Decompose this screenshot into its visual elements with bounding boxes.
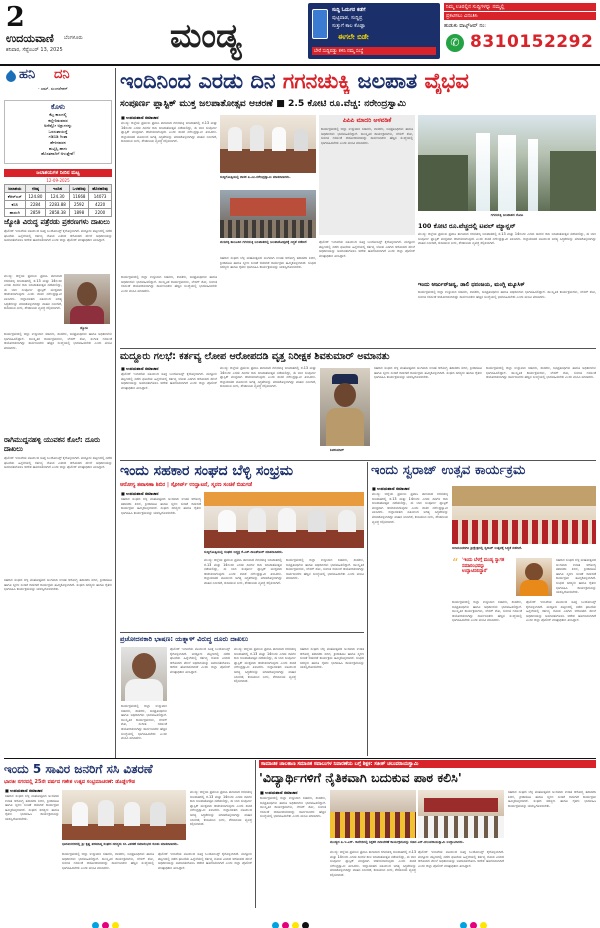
story-jyothi-body3: ಕಾರ್ಯಕ್ರಮದಲ್ಲಿ ಜಿಲ್ಲಾ ಉಸ್ತುವಾರಿ ಸಚಿವರು, ಶಾಸಕರು, ಜನಪ್ರತಿನಿಧಿಗಳು ಹಾಗೂ ಅಧಿಕಾರಿಗಳು ಭಾಗವಹಿಸಲಿದ್ದಾರೆ. ಸಾಂಸ್ಕೃತಿಕ ಕಾರ್ಯಕ್ರಮಗಳು, ಲೇಸರ್ ಶೋ, ಸಂಗೀತ ರಸಸಂಜೆ ಆಯೋಜಿಸಲಾಗಿದ್ದು ಸಾರ್ವಜನಿಕರು ಹೆಚ್ಚಿನ ಸಂಖ್ಯೆಯಲ್ಲಿ ಭಾಗವಹಿಸಬೇಕು ಎಂದು ಮನವಿ ಮಾಡಿದರು.	[4, 332, 112, 350]
students-headline: 'ವಿದ್ಯಾರ್ಥಿಗಳಿಗೆ ನೈತಿಕವಾಗಿ ಬದುಕುವ ಪಾಠ ಕಲಿಸಿ'	[259, 770, 462, 785]
reservoir-data-table	[4, 184, 112, 217]
reg-dot-cyan	[272, 922, 279, 928]
falls-rock-left	[418, 155, 468, 211]
crowd-photo-stage	[230, 198, 306, 216]
press-photo-person1	[228, 127, 242, 151]
pheno-photo	[121, 647, 167, 701]
kolu-line: ಹೊಸತನಾದಿಗೆ ಅಳುತ್ತೇವೆ!	[41, 151, 75, 157]
falls-rock-right	[550, 151, 596, 211]
coop-body-col3: ಕಾರ್ಯಕ್ರಮದಲ್ಲಿ ಜಿಲ್ಲಾ ಉಸ್ತುವಾರಿ ಸಚಿವರು, ಶಾಸಕರು, ಜನಪ್ರತಿನಿಧಿಗಳು ಹಾಗೂ ಅಧಿಕಾರಿಗಳು ಭಾಗವಹಿಸಲಿದ್ದಾರೆ. ಸಾಂಸ್ಕೃತಿಕ ಕಾರ್ಯಕ್ರಮಗಳು, ಲೇಸರ್ ಶೋ, ಸಂಗೀತ ರಸಸಂಜೆ ಆಯೋಜಿಸಲಾಗಿದ್ದು ಸಾರ್ವಜನಿಕರು ಹೆಚ್ಚಿನ ಸಂಖ್ಯೆಯಲ್ಲಿ ಭಾಗವಹಿಸಬೇಕು ಎಂದು ಮನವಿ ಮಾಡಿದರು.	[286, 558, 364, 581]
reg-dot-magenta	[282, 922, 289, 928]
officer-uniform	[326, 408, 364, 446]
ad-wa-line3: ಹುಡುಕು ವಾಟ್ಸ್‌ಆಪ್ ನಂ:	[444, 23, 486, 29]
students-photo1-crowd	[330, 812, 416, 838]
saplings-photo-person4	[150, 802, 166, 826]
ad-news-line5: ಬೇರೆ ಸುದ್ದಿಪಡ್ಡು ಕಳಿಸಿ ನಮ್ಮ ಸಂಸ್ಥೆ	[312, 47, 436, 55]
kolu-line: ಹೇಳಿದವರನ	[50, 139, 66, 145]
reservoir-cell: ಹಾರಂಗಿ	[5, 209, 26, 217]
swaraj-photo-chairs	[452, 520, 596, 544]
reservoir-cell: ಕಬಿನಿ	[5, 201, 26, 209]
reg-dot-yellow-left	[112, 922, 119, 928]
drop-icon	[4, 70, 18, 84]
reservoir-row	[5, 209, 112, 217]
masthead-ad-news	[308, 3, 440, 59]
registration-marks-left	[92, 914, 140, 922]
hani-label: ಹನಿ	[19, 67, 36, 82]
students-photo-1	[330, 790, 416, 838]
ad-wa-line2: ಪ್ರಕಟಿಸಲು ವಿನಂತಿಸಿ	[444, 12, 596, 20]
reg-dot-black	[302, 922, 309, 928]
lead-headline	[120, 68, 596, 94]
reg-dot-cyan-left	[92, 922, 99, 928]
coop-photo-person5	[338, 510, 356, 532]
kolu-line: ಹುಟ್ಟಿಸ್ಸಿ ಹಾಗು	[48, 145, 68, 151]
kolu-poem	[7, 112, 109, 157]
coop-photo-person4	[308, 510, 326, 532]
artists-box-body: ಕಾರ್ಯಕ್ರಮದಲ್ಲಿ ಜಿಲ್ಲಾ ಉಸ್ತುವಾರಿ ಸಚಿವರು, ಶಾಸಕರು, ಜನಪ್ರತಿನಿಧಿಗಳು ಹಾಗೂ ಅಧಿಕಾರಿಗಳು ಭಾಗವಹಿಸಲಿದ್ದಾರೆ. ಸಾಂಸ್ಕೃತಿಕ ಕಾರ್ಯಕ್ರಮಗಳು, ಲೇಸರ್ ಶೋ, ಸಂಗೀತ ರಸಸಂಜೆ ಆಯೋಜಿಸಲಾಗಿದ್ದು ಸಾರ್ವಜನಿಕರು ಹೆಚ್ಚಿನ ಸಂಖ್ಯೆಯಲ್ಲಿ ಭಾಗವಹಿಸಬೇಕು ಎಂದು ಮನವಿ ಮಾಡಿದರು.	[418, 290, 596, 299]
ticket-box-title: 100 ಕೋಟಿ ರೂ.ವೆಚ್ಚದಲ್ಲಿ ಟವಲ್ ಮ್ಯಾನ್ಷನ್	[418, 222, 516, 230]
lead-photo-falls-caption: ಗಗನಚುಕ್ಕಿ ಜಲಪಾತದ ನೋಟ	[490, 213, 524, 217]
sidebar-story-murder	[4, 436, 112, 676]
lead-body-col1b: ಕಾರ್ಯಕ್ರಮದಲ್ಲಿ ಜಿಲ್ಲಾ ಉಸ್ತುವಾರಿ ಸಚಿವರು, ಶಾಸಕರು, ಜನಪ್ರತಿನಿಧಿಗಳು ಹಾಗೂ ಅಧಿಕಾರಿಗಳು ಭಾಗವಹಿಸಲಿದ್ದಾರೆ. ಸಾಂಸ್ಕೃತಿಕ ಕಾರ್ಯಕ್ರಮಗಳು, ಲೇಸರ್ ಶೋ, ಸಂಗೀತ ರಸಸಂಜೆ ಆಯೋಜಿಸಲಾಗಿದ್ದು ಸಾರ್ವಜನಿಕರು ಹೆಚ್ಚಿನ ಸಂಖ್ಯೆಯಲ್ಲಿ ಭಾಗವಹಿಸಬೇಕು ಎಂದು ಮನವಿ ಮಾಡಿದರು.	[121, 275, 217, 293]
column-author: - ಎಮ್. ಸುಂದರೇಶನ್	[38, 86, 68, 91]
jyothi-photo-face	[77, 282, 97, 306]
coop-photo-caption: ಸುದ್ದಿಗೋಷ್ಠಿಯಲ್ಲಿ ಸಂಘದ ಅಧ್ಯಕ್ಷ ಕೆ.ಎಸ್.ರಾಜಶೇಖರ್ ಮಾತನಾಡಿದರು.	[204, 550, 284, 554]
lead-body-col3: ಪೊಲೀಸ್ ಇಲಾಖೆಯ ವತಿಯಿಂದ ಸೂಕ್ತ ಬಂದೋಬಸ್ತ್ ಕೈಗೊಳ್ಳಲಾಗಿದೆ. ಮದ್ದೂರು ಪಟ್ಟಣದಲ್ಲಿ ನಡೆದ ಘಟನೆಯ ಹಿನ್ನೆಲೆಯಲ್ಲಿ ಕರ್ತವ್ಯ ಲೋಪ ಎಸಗಿದ ಆರೋಪದ ಮೇಲೆ ಅಧಿಕಾರಿಯನ್ನು ಅಮಾನತುಗೊಳಿಸಿ ಆದೇಶ ಹೊರಡಿಸಲಾಗಿದೆ ಎಂದು ಜಿಲ್ಲಾ ಪೊಲೀಸ್ ವರಿಷ್ಠಾಧಿಕಾರಿ ತಿಳಿಸಿದ್ದಾರೆ.	[319, 240, 415, 258]
jyothi-photo	[64, 274, 110, 324]
lead-body-col2: ಸಹಕಾರ ಸಂಘದ ಬೆಳ್ಳಿ ಮಹೋತ್ಸವದ ಅಂಗವಾಗಿ ಉಚಿತ ಆರೋಗ್ಯ ತಪಾಸಣಾ ಶಿಬಿರ, ಕ್ರೀಡಾಕೂಟ ಹಾಗೂ ಸ್ಮರಣ ಸಂಚಿಕೆ ಬಿಡುಗಡೆ ಕಾರ್ಯಕ್ರಮ ಹಮ್ಮಿಕೊಳ್ಳಲಾಗಿದೆ. ಸಂಘದ ಸದಸ್ಯರು ಹಾಗೂ ರೈತರು ಭಾಗವಹಿಸಿ ಕಾರ್ಯಕ್ರಮವನ್ನು ಯಶಸ್ವಿಗೊಳಿಸಬೇಕು.	[220, 256, 316, 270]
pheno-body-col2: ಮಂಡ್ಯ: ಜಿಲ್ಲೆಯ ಪ್ರಮುಖ ಪ್ರವಾಸಿ ತಾಣವಾದ ಗಗನಚುಕ್ಕಿ ಜಲಪಾತದಲ್ಲಿ ಸೆ.13 ಮತ್ತು 14ರಂದು ಎರಡು ದಿನಗಳ ಕಾಲ ಜಲಪಾತೋತ್ಸವ ನಡೆಯಲಿದ್ದು, ಈ ಬಾರಿ ಸಂಪೂರ್ಣ ಪ್ಲಾಸ್ಟಿಕ್ ಮುಕ್ತವಾಗಿ ಆಚರಿಸಲಾಗುವುದು ಎಂದು ಶಾಸಕ ನರೇಂದ್ರಸ್ವಾಮಿ ತಿಳಿಸಿದರು. ಜಿಲ್ಲಾಡಳಿತದ ವತಿಯಿಂದ ಅಗತ್ಯ ಸಿದ್ಧತೆಗಳನ್ನು ಮಾಡಿಕೊಳ್ಳಲಾಗಿದ್ದು ವಾಹನ ನಿಲುಗಡೆ, ಕುಡಿಯುವ ನೀರು, ಶೌಚಾಲಯ ವ್ಯವಸ್ಥೆ ಕಲ್ಪಿಸಲಾಗಿದೆ.	[234, 647, 296, 684]
story-murder-body2: ಸಹಕಾರ ಸಂಘದ ಬೆಳ್ಳಿ ಮಹೋತ್ಸವದ ಅಂಗವಾಗಿ ಉಚಿತ ಆರೋಗ್ಯ ತಪಾಸಣಾ ಶಿಬಿರ, ಕ್ರೀಡಾಕೂಟ ಹಾಗೂ ಸ್ಮರಣ ಸಂಚಿಕೆ ಬಿಡುಗಡೆ ಕಾರ್ಯಕ್ರಮ ಹಮ್ಮಿಕೊಳ್ಳಲಾಗಿದೆ. ಸಂಘದ ಸದಸ್ಯರು ಹಾಗೂ ರೈತರು ಭಾಗವಹಿಸಿ ಕಾರ್ಯಕ್ರಮವನ್ನು ಯಶಸ್ವಿಗೊಳಿಸಬೇಕು.	[4, 578, 112, 592]
ad-news-line3: ಸುತ್ತುಗೆ ಕಾಲ ಕೊಡ್ಲಾ	[332, 23, 366, 29]
kolu-line: ಅದೆಷ್ಟೋ ಅಶ್ರುಗಳನ್ನು	[43, 123, 73, 129]
maddur-byline: ■ ಉದಯವಾಣಿ ಸಮಾಚಾರ	[121, 366, 159, 371]
saplings-headline: ಇಂದು 5 ಸಾವಿರ ಜನರಿಗೆ ಸಸಿ ವಿತರಣೆ	[4, 762, 153, 776]
maddur-photo	[320, 368, 370, 446]
coop-headline: ಇಂದು ಸಹಕಾರ ಸಂಘದ ಬೆಳ್ಳಿ ಸಂಭ್ರಮ	[120, 463, 294, 479]
phone-graphic	[312, 9, 328, 39]
artists-box-title: ಇಂದು ಅರ್ಜುನ್‌ಜನ್ಯ, ಡಾಲಿ ಧನಂಜಯ, ಮಂಗ್ಲಿ ಮ್ಯೂಸಿಕ್	[418, 282, 525, 288]
saplings-photo-table	[62, 824, 186, 840]
saplings-body-col4: ಪೊಲೀಸ್ ಇಲಾಖೆಯ ವತಿಯಿಂದ ಸೂಕ್ತ ಬಂದೋಬಸ್ತ್ ಕೈಗೊಳ್ಳಲಾಗಿದೆ. ಮದ್ದೂರು ಪಟ್ಟಣದಲ್ಲಿ ನಡೆದ ಘಟನೆಯ ಹಿನ್ನೆಲೆಯಲ್ಲಿ ಕರ್ತವ್ಯ ಲೋಪ ಎಸಗಿದ ಆರೋಪದ ಮೇಲೆ ಅಧಿಕಾರಿಯನ್ನು ಅಮಾನತುಗೊಳಿಸಿ ಆದೇಶ ಹೊರಡಿಸಲಾಗಿದೆ ಎಂದು ಜಿಲ್ಲಾ ಪೊಲೀಸ್ ವರಿಷ್ಠಾಧಿಕಾರಿ ತಿಳಿಸಿದ್ದಾರೆ.	[158, 852, 252, 870]
coop-body-col2: ಮಂಡ್ಯ: ಜಿಲ್ಲೆಯ ಪ್ರಮುಖ ಪ್ರವಾಸಿ ತಾಣವಾದ ಗಗನಚುಕ್ಕಿ ಜಲಪಾತದಲ್ಲಿ ಸೆ.13 ಮತ್ತು 14ರಂದು ಎರಡು ದಿನಗಳ ಕಾಲ ಜಲಪಾತೋತ್ಸವ ನಡೆಯಲಿದ್ದು, ಈ ಬಾರಿ ಸಂಪೂರ್ಣ ಪ್ಲಾಸ್ಟಿಕ್ ಮುಕ್ತವಾಗಿ ಆಚರಿಸಲಾಗುವುದು ಎಂದು ಶಾಸಕ ನರೇಂದ್ರಸ್ವಾಮಿ ತಿಳಿಸಿದರು. ಜಿಲ್ಲಾಡಳಿತದ ವತಿಯಿಂದ ಅಗತ್ಯ ಸಿದ್ಧತೆಗಳನ್ನು ಮಾಡಿಕೊಳ್ಳಲಾಗಿದ್ದು ವಾಹನ ನಿಲುಗಡೆ, ಕುಡಿಯುವ ನೀರು, ಶೌಚಾಲಯ ವ್ಯವಸ್ಥೆ ಕಲ್ಪಿಸಲಾಗಿದೆ.	[204, 558, 282, 585]
reg-dot-magenta-right	[470, 922, 477, 928]
swaraj-photo-hall	[452, 486, 596, 506]
reservoir-header-cell: ಜಲಾಶಯ	[5, 185, 26, 193]
students-body-col4: ಸಹಕಾರ ಸಂಘದ ಬೆಳ್ಳಿ ಮಹೋತ್ಸವದ ಅಂಗವಾಗಿ ಉಚಿತ ಆರೋಗ್ಯ ತಪಾಸಣಾ ಶಿಬಿರ, ಕ್ರೀಡಾಕೂಟ ಹಾಗೂ ಸ್ಮರಣ ಸಂಚಿಕೆ ಬಿಡುಗಡೆ ಕಾರ್ಯಕ್ರಮ ಹಮ್ಮಿಕೊಳ್ಳಲಾಗಿದೆ. ಸಂಘದ ಸದಸ್ಯರು ಹಾಗೂ ರೈತರು ಭಾಗವಹಿಸಿ ಕಾರ್ಯಕ್ರಮವನ್ನು ಯಶಸ್ವಿಗೊಳಿಸಬೇಕು.	[508, 790, 596, 808]
masthead-ad-whatsapp	[444, 3, 596, 61]
reservoir-header-cell: ಹೊರಹರಿವು	[89, 185, 112, 193]
ad-news-line1: ಸುದ್ದಿ ಓದುಗರ ಕಡೆಗೆ	[332, 7, 366, 13]
reservoir-row	[5, 193, 112, 201]
coop-photo	[204, 492, 364, 548]
lead-photo-press-caption: ಸುದ್ದಿಗೋಷ್ಠಿಯಲ್ಲಿ ಶಾಸಕ ಪಿ.ಎಂ.ನರೇಂದ್ರಸ್ವಾಮಿ ಮಾತನಾಡಿದರು.	[220, 175, 291, 179]
maddur-body-col1: ಪೊಲೀಸ್ ಇಲಾಖೆಯ ವತಿಯಿಂದ ಸೂಕ್ತ ಬಂದೋಬಸ್ತ್ ಕೈಗೊಳ್ಳಲಾಗಿದೆ. ಮದ್ದೂರು ಪಟ್ಟಣದಲ್ಲಿ ನಡೆದ ಘಟನೆಯ ಹಿನ್ನೆಲೆಯಲ್ಲಿ ಕರ್ತವ್ಯ ಲೋಪ ಎಸಗಿದ ಆರೋಪದ ಮೇಲೆ ಅಧಿಕಾರಿಯನ್ನು ಅಮಾನತುಗೊಳಿಸಿ ಆದೇಶ ಹೊರಡಿಸಲಾಗಿದೆ ಎಂದು ಜಿಲ್ಲಾ ಪೊಲೀಸ್ ವರಿಷ್ಠಾಧಿಕಾರಿ ತಿಳಿಸಿದ್ದಾರೆ.	[121, 372, 217, 390]
jyothi-caption: ಜ್ಯೋತಿ	[80, 326, 88, 330]
lead-body-col1: ಮಂಡ್ಯ: ಜಿಲ್ಲೆಯ ಪ್ರಮುಖ ಪ್ರವಾಸಿ ತಾಣವಾದ ಗಗನಚುಕ್ಕಿ ಜಲಪಾತದಲ್ಲಿ ಸೆ.13 ಮತ್ತು 14ರಂದು ಎರಡು ದಿನಗಳ ಕಾಲ ಜಲಪಾತೋತ್ಸವ ನಡೆಯಲಿದ್ದು, ಈ ಬಾರಿ ಸಂಪೂರ್ಣ ಪ್ಲಾಸ್ಟಿಕ್ ಮುಕ್ತವಾಗಿ ಆಚರಿಸಲಾಗುವುದು ಎಂದು ಶಾಸಕ ನರೇಂದ್ರಸ್ವಾಮಿ ತಿಳಿಸಿದರು. ಜಿಲ್ಲಾಡಳಿತದ ವತಿಯಿಂದ ಅಗತ್ಯ ಸಿದ್ಧತೆಗಳನ್ನು ಮಾಡಿಕೊಳ್ಳಲಾಗಿದ್ದು ವಾಹನ ನಿಲುಗಡೆ, ಕುಡಿಯುವ ನೀರು, ಶೌಚಾಲಯ ವ್ಯವಸ್ಥೆ ಕಲ್ಪಿಸಲಾಗಿದೆ.	[121, 121, 217, 144]
maddur-photo-caption: ಶಿವಕುಮಾರ್	[330, 448, 344, 452]
students-photo2-stage	[424, 798, 498, 812]
pheno-photo-face	[132, 653, 156, 679]
students-body-col1: ಕಾರ್ಯಕ್ರಮದಲ್ಲಿ ಜಿಲ್ಲಾ ಉಸ್ತುವಾರಿ ಸಚಿವರು, ಶಾಸಕರು, ಜನಪ್ರತಿನಿಧಿಗಳು ಹಾಗೂ ಅಧಿಕಾರಿಗಳು ಭಾಗವಹಿಸಲಿದ್ದಾರೆ. ಸಾಂಸ್ಕೃತಿಕ ಕಾರ್ಯಕ್ರಮಗಳು, ಲೇಸರ್ ಶೋ, ಸಂಗೀತ ರಸಸಂಜೆ ಆಯೋಜಿಸಲಾಗಿದ್ದು ಸಾರ್ವಜನಿಕರು ಹೆಚ್ಚಿನ ಸಂಖ್ಯೆಯಲ್ಲಿ ಭಾಗವಹಿಸಬೇಕು ಎಂದು ಮನವಿ ಮಾಡಿದರು.	[260, 796, 326, 819]
swaraj-headline: ಇಂದು ಸ್ವರಾಜ್ ಉತ್ಸವ ಕಾರ್ಯಕ್ರಮ	[371, 463, 526, 478]
reservoir-cell: 124.30	[46, 193, 70, 201]
reservoir-cell: 14073	[89, 193, 112, 201]
press-photo-table	[220, 149, 316, 173]
students-photo-2	[418, 790, 504, 838]
falls-water-3	[528, 139, 538, 211]
students-photo2-people	[418, 816, 504, 838]
press-photo-person4	[294, 129, 308, 151]
story-jyothi-body: ಪೊಲೀಸ್ ಇಲಾಖೆಯ ವತಿಯಿಂದ ಸೂಕ್ತ ಬಂದೋಬಸ್ತ್ ಕೈಗೊಳ್ಳಲಾಗಿದೆ. ಮದ್ದೂರು ಪಟ್ಟಣದಲ್ಲಿ ನಡೆದ ಘಟನೆಯ ಹಿನ್ನೆಲೆಯಲ್ಲಿ ಕರ್ತವ್ಯ ಲೋಪ ಎಸಗಿದ ಆರೋಪದ ಮೇಲೆ ಅಧಿಕಾರಿಯನ್ನು ಅಮಾನತುಗೊಳಿಸಿ ಆದೇಶ ಹೊರಡಿಸಲಾಗಿದೆ ಎಂದು ಜಿಲ್ಲಾ ಪೊಲೀಸ್ ವರಿಷ್ಠಾಧಿಕಾರಿ ತಿಳಿಸಿದ್ದಾರೆ.	[4, 229, 112, 243]
press-photo-person3	[272, 127, 286, 151]
lead-headline-part1: ಇಂದಿನಿಂದ ಎರಡು ದಿನ	[120, 69, 283, 93]
lead-photo-press	[220, 115, 316, 173]
coop-photo-person3	[278, 508, 296, 532]
kolu-line: ಕೆಟ್ಟ ಕಾಲದಲ್ಲಿ	[49, 112, 67, 117]
saplings-byline: ■ ಉದಯವಾಣಿ ಸಮಾಚಾರ	[5, 788, 43, 793]
registration-marks	[272, 914, 352, 922]
kolu-line: ಒರಸುತಾಯದ್ದೆ	[48, 128, 68, 134]
reg-dot-cyan-right	[460, 922, 467, 928]
pheno-top-rule	[120, 632, 364, 633]
reservoir-cell: 2859	[25, 209, 46, 217]
students-kicker: ಸಾಮಾಜಿಕ ಜಾಲತಾಣ ಸಮಾಜಿಕ ಸವಾಲುಗಳ ನಿವಾರಣೆಯ ಬಗ್ಗೆ ಶಿಕ್ಷಕ: ಸತೀಶ್ ಚಲುವರಾಯಸ್ವಾಮಿ	[259, 760, 596, 768]
maddur-body-col2: ಮಂಡ್ಯ: ಜಿಲ್ಲೆಯ ಪ್ರಮುಖ ಪ್ರವಾಸಿ ತಾಣವಾದ ಗಗನಚುಕ್ಕಿ ಜಲಪಾತದಲ್ಲಿ ಸೆ.13 ಮತ್ತು 14ರಂದು ಎರಡು ದಿನಗಳ ಕಾಲ ಜಲಪಾತೋತ್ಸವ ನಡೆಯಲಿದ್ದು, ಈ ಬಾರಿ ಸಂಪೂರ್ಣ ಪ್ಲಾಸ್ಟಿಕ್ ಮುಕ್ತವಾಗಿ ಆಚರಿಸಲಾಗುವುದು ಎಂದು ಶಾಸಕ ನರೇಂದ್ರಸ್ವಾಮಿ ತಿಳಿಸಿದರು. ಜಿಲ್ಲಾಡಳಿತದ ವತಿಯಿಂದ ಅಗತ್ಯ ಸಿದ್ಧತೆಗಳನ್ನು ಮಾಡಿಕೊಳ್ಳಲಾಗಿದ್ದು ವಾಹನ ನಿಲುಗಡೆ, ಕುಡಿಯುವ ನೀರು, ಶೌಚಾಲಯ ವ್ಯವಸ್ಥೆ ಕಲ್ಪಿಸಲಾಗಿದೆ.	[220, 366, 316, 389]
reservoir-cell: 2284	[25, 201, 46, 209]
masthead	[0, 0, 600, 64]
pheno-photo-shirt	[125, 679, 163, 701]
reservoir-title: ಜಲಾಶಯಗಳ ನೀರಿನ ಮಟ್ಟ	[4, 169, 112, 177]
story-jyothi-headline: ಜ್ಯೋತಿ ವಿರುದ್ಧ ಪತ್ರೆರಡು ಪ್ರಕರಣಗಳು ದಾಖಲು	[4, 218, 110, 226]
saplings-body-col1: ಸಹಕಾರ ಸಂಘದ ಬೆಳ್ಳಿ ಮಹೋತ್ಸವದ ಅಂಗವಾಗಿ ಉಚಿತ ಆರೋಗ್ಯ ತಪಾಸಣಾ ಶಿಬಿರ, ಕ್ರೀಡಾಕೂಟ ಹಾಗೂ ಸ್ಮರಣ ಸಂಚಿಕೆ ಬಿಡುಗಡೆ ಕಾರ್ಯಕ್ರಮ ಹಮ್ಮಿಕೊಳ್ಳಲಾಗಿದೆ. ಸಂಘದ ಸದಸ್ಯರು ಹಾಗೂ ರೈತರು ಭಾಗವಹಿಸಿ ಕಾರ್ಯಕ್ರಮವನ್ನು ಯಶಸ್ವಿಗೊಳಿಸಬೇಕು.	[5, 794, 59, 821]
coop-photo-table	[204, 530, 364, 548]
reservoir-header-cell: ಗರಿಷ್ಠ	[25, 185, 46, 193]
lead-headline-part2: ಗಗನಚುಕ್ಕಿ	[282, 69, 351, 93]
issue-date: ಶನಿವಾರ, ಸೆಪ್ಟೆಂಬರ್ 13, 2025	[6, 47, 63, 53]
maddur-body-col3: ಸಹಕಾರ ಸಂಘದ ಬೆಳ್ಳಿ ಮಹೋತ್ಸವದ ಅಂಗವಾಗಿ ಉಚಿತ ಆರೋಗ್ಯ ತಪಾಸಣಾ ಶಿಬಿರ, ಕ್ರೀಡಾಕೂಟ ಹಾಗೂ ಸ್ಮರಣ ಸಂಚಿಕೆ ಬಿಡುಗಡೆ ಕಾರ್ಯಕ್ರಮ ಹಮ್ಮಿಕೊಳ್ಳಲಾಗಿದೆ. ಸಂಘದ ಸದಸ್ಯರು ಹಾಗೂ ರೈತರು ಭಾಗವಹಿಸಿ ಕಾರ್ಯಕ್ರಮವನ್ನು ಯಶಸ್ವಿಗೊಳಿಸಬೇಕು.	[374, 366, 482, 380]
swaraj-inset-robe	[520, 580, 548, 596]
reservoir-cell: 2592	[69, 201, 88, 209]
reservoir-row	[5, 201, 112, 209]
brand-name: ಉದಯವಾಣಿ	[6, 32, 54, 45]
saplings-photo-person1	[72, 802, 88, 826]
ad-phone-number: 8310152292	[470, 32, 594, 52]
maddur-headline: ಮದ್ದೂರು ಗಲಭೆ: ಕರ್ತವ್ಯ ಲೋಪ ಆರೋಪದಡಿ ವೃತ್ತ ನಿರೀಕ್ಷಕ ಶಿವಕುಮಾರ್ ಅಮಾನತು	[120, 351, 390, 362]
coop-photo-person2	[248, 508, 266, 532]
lead-box-ppp	[319, 115, 415, 235]
ppp-box-body: ಕಾರ್ಯಕ್ರಮದಲ್ಲಿ ಜಿಲ್ಲಾ ಉಸ್ತುವಾರಿ ಸಚಿವರು, ಶಾಸಕರು, ಜನಪ್ರತಿನಿಧಿಗಳು ಹಾಗೂ ಅಧಿಕಾರಿಗಳು ಭಾಗವಹಿಸಲಿದ್ದಾರೆ. ಸಾಂಸ್ಕೃತಿಕ ಕಾರ್ಯಕ್ರಮಗಳು, ಲೇಸರ್ ಶೋ, ಸಂಗೀತ ರಸಸಂಜೆ ಆಯೋಜಿಸಲಾಗಿದ್ದು ಸಾರ್ವಜನಿಕರು ಹೆಚ್ಚಿನ ಸಂಖ್ಯೆಯಲ್ಲಿ ಭಾಗವಹಿಸಬೇಕು ಎಂದು ಮನವಿ ಮಾಡಿದರು.	[321, 127, 413, 145]
edition-label: ಬೆಂಗಳೂರು	[64, 35, 83, 41]
swaraj-inset-face	[525, 563, 543, 581]
falls-water-2	[498, 135, 516, 211]
bottom-top-rule	[4, 758, 596, 759]
swaraj-body-col4: ಸಹಕಾರ ಸಂಘದ ಬೆಳ್ಳಿ ಮಹೋತ್ಸವದ ಅಂಗವಾಗಿ ಉಚಿತ ಆರೋಗ್ಯ ತಪಾಸಣಾ ಶಿಬಿರ, ಕ್ರೀಡಾಕೂಟ ಹಾಗೂ ಸ್ಮರಣ ಸಂಚಿಕೆ ಬಿಡುಗಡೆ ಕಾರ್ಯಕ್ರಮ ಹಮ್ಮಿಕೊಳ್ಳಲಾಗಿದೆ. ಸಂಘದ ಸದಸ್ಯರು ಹಾಗೂ ರೈತರು ಭಾಗವಹಿಸಿ ಕಾರ್ಯಕ್ರಮವನ್ನು ಯಶಸ್ವಿಗೊಳಿಸಬೇಕು.	[556, 558, 596, 595]
reservoir-cell: 2283.88	[46, 201, 70, 209]
pheno-body-col0: ಕಾರ್ಯಕ್ರಮದಲ್ಲಿ ಜಿಲ್ಲಾ ಉಸ್ತುವಾರಿ ಸಚಿವರು, ಶಾಸಕರು, ಜನಪ್ರತಿನಿಧಿಗಳು ಹಾಗೂ ಅಧಿಕಾರಿಗಳು ಭಾಗವಹಿಸಲಿದ್ದಾರೆ. ಸಾಂಸ್ಕೃತಿಕ ಕಾರ್ಯಕ್ರಮಗಳು, ಲೇಸರ್ ಶೋ, ಸಂಗೀತ ರಸಸಂಜೆ ಆಯೋಜಿಸಲಾಗಿದ್ದು ಸಾರ್ವಜನಿಕರು ಹೆಚ್ಚಿನ ಸಂಖ್ಯೆಯಲ್ಲಿ ಭಾಗವಹಿಸಬೇಕು ಎಂದು ಮನವಿ ಮಾಡಿದರು.	[121, 704, 167, 741]
students-body-col3: ಪೊಲೀಸ್ ಇಲಾಖೆಯ ವತಿಯಿಂದ ಸೂಕ್ತ ಬಂದೋಬಸ್ತ್ ಕೈಗೊಳ್ಳಲಾಗಿದೆ. ಮದ್ದೂರು ಪಟ್ಟಣದಲ್ಲಿ ನಡೆದ ಘಟನೆಯ ಹಿನ್ನೆಲೆಯಲ್ಲಿ ಕರ್ತವ್ಯ ಲೋಪ ಎಸಗಿದ ಆರೋಪದ ಮೇಲೆ ಅಧಿಕಾರಿಯನ್ನು ಅಮಾನತುಗೊಳಿಸಿ ಆದೇಶ ಹೊರಡಿಸಲಾಗಿದೆ ಎಂದು ಜಿಲ್ಲಾ ಪೊಲೀಸ್ ವರಿಷ್ಠಾಧಿಕಾರಿ ತಿಳಿಸಿದ್ದಾರೆ.	[418, 850, 504, 868]
officer-face	[334, 383, 356, 407]
reservoir-table	[4, 169, 112, 217]
story-murder-body: ಪೊಲೀಸ್ ಇಲಾಖೆಯ ವತಿಯಿಂದ ಸೂಕ್ತ ಬಂದೋಬಸ್ತ್ ಕೈಗೊಳ್ಳಲಾಗಿದೆ. ಮದ್ದೂರು ಪಟ್ಟಣದಲ್ಲಿ ನಡೆದ ಘಟನೆಯ ಹಿನ್ನೆಲೆಯಲ್ಲಿ ಕರ್ತವ್ಯ ಲೋಪ ಎಸಗಿದ ಆರೋಪದ ಮೇಲೆ ಅಧಿಕಾರಿಯನ್ನು ಅಮಾನತುಗೊಳಿಸಿ ಆದೇಶ ಹೊರಡಿಸಲಾಗಿದೆ ಎಂದು ಜಿಲ್ಲಾ ಪೊಲೀಸ್ ವರಿಷ್ಠಾಧಿಕಾರಿ ತಿಳಿಸಿದ್ದಾರೆ.	[4, 456, 112, 470]
page-number: 2	[6, 2, 25, 33]
swaraj-quote	[452, 556, 512, 596]
coop-subhead: ಆರೋಗ್ಯ ತಪಾಸಣಾ ಶಿಬಿರ | ಸ್ಪೋರ್ಟ್‌ ಉದ್ಘಾಟನೆ, ಸ್ಮರಣ ಸಂಚಿಕೆ ಬಿಡುಗಡೆ	[120, 482, 253, 488]
swaraj-byline: ■ ಉದಯವಾಣಿ ಸಮಾಚಾರ	[372, 486, 410, 491]
reservoir-cell: 4220	[89, 201, 112, 209]
kolu-title: ಕೊಳು	[51, 103, 65, 111]
saplings-photo-caption: ಭಾರತೀನಗರದಲ್ಲಿ ಶ್ರೀ ಕೃಷ್ಣ ಪರಮಾತ್ಮ ಸಂಘದ ಸದಸ್ಯರು ಸಸಿ ವಿತರಣೆ ಸಮಾರಂಭದ ಕುರಿತು ಮಾತನಾಡಿದರು.	[62, 842, 179, 846]
students-body-col2: ಮಂಡ್ಯ: ಜಿಲ್ಲೆಯ ಪ್ರಮುಖ ಪ್ರವಾಸಿ ತಾಣವಾದ ಗಗನಚುಕ್ಕಿ ಜಲಪಾತದಲ್ಲಿ ಸೆ.13 ಮತ್ತು 14ರಂದು ಎರಡು ದಿನಗಳ ಕಾಲ ಜಲಪಾತೋತ್ಸವ ನಡೆಯಲಿದ್ದು, ಈ ಬಾರಿ ಸಂಪೂರ್ಣ ಪ್ಲಾಸ್ಟಿಕ್ ಮುಕ್ತವಾಗಿ ಆಚರಿಸಲಾಗುವುದು ಎಂದು ಶಾಸಕ ನರೇಂದ್ರಸ್ವಾಮಿ ತಿಳಿಸಿದರು. ಜಿಲ್ಲಾಡಳಿತದ ವತಿಯಿಂದ ಅಗತ್ಯ ಸಿದ್ಧತೆಗಳನ್ನು ಮಾಡಿಕೊಳ್ಳಲಾಗಿದ್ದು ವಾಹನ ನಿಲುಗಡೆ, ಕುಡಿಯುವ ನೀರು, ಶೌಚಾಲಯ ವ್ಯವಸ್ಥೆ ಕಲ್ಪಿಸಲಾಗಿದೆ.	[330, 850, 416, 877]
story-jyothi-body2: ಮಂಡ್ಯ: ಜಿಲ್ಲೆಯ ಪ್ರಮುಖ ಪ್ರವಾಸಿ ತಾಣವಾದ ಗಗನಚುಕ್ಕಿ ಜಲಪಾತದಲ್ಲಿ ಸೆ.13 ಮತ್ತು 14ರಂದು ಎರಡು ದಿನಗಳ ಕಾಲ ಜಲಪಾತೋತ್ಸವ ನಡೆಯಲಿದ್ದು, ಈ ಬಾರಿ ಸಂಪೂರ್ಣ ಪ್ಲಾಸ್ಟಿಕ್ ಮುಕ್ತವಾಗಿ ಆಚರಿಸಲಾಗುವುದು ಎಂದು ಶಾಸಕ ನರೇಂದ್ರಸ್ವಾಮಿ ತಿಳಿಸಿದರು. ಜಿಲ್ಲಾಡಳಿತದ ವತಿಯಿಂದ ಅಗತ್ಯ ಸಿದ್ಧತೆಗಳನ್ನು ಮಾಡಿಕೊಳ್ಳಲಾಗಿದ್ದು ವಾಹನ ನಿಲುಗಡೆ, ಕುಡಿಯುವ ನೀರು, ಶೌಚಾಲಯ ವ್ಯವಸ್ಥೆ ಕಲ್ಪಿಸಲಾಗಿದೆ.	[4, 274, 62, 311]
saplings-subhead: ಭಾರತೀ ನಗರದಲ್ಲಿ 25ನೇ ವರ್ಷದ ಗಣೇಶ ಉತ್ಸವ ಸಂಭ್ರಮಾಚರಣೆ: ಡೊಡ್ಡೇಗೌಡ	[4, 779, 135, 785]
falls-water-1	[476, 133, 490, 211]
maddur-body-col4: ಕಾರ್ಯಕ್ರಮದಲ್ಲಿ ಜಿಲ್ಲಾ ಉಸ್ತುವಾರಿ ಸಚಿವರು, ಶಾಸಕರು, ಜನಪ್ರತಿನಿಧಿಗಳು ಹಾಗೂ ಅಧಿಕಾರಿಗಳು ಭಾಗವಹಿಸಲಿದ್ದಾರೆ. ಸಾಂಸ್ಕೃತಿಕ ಕಾರ್ಯಕ್ರಮಗಳು, ಲೇಸರ್ ಶೋ, ಸಂಗೀತ ರಸಸಂಜೆ ಆಯೋಜಿಸಲಾಗಿದ್ದು ಸಾರ್ವಜನಿಕರು ಹೆಚ್ಚಿನ ಸಂಖ್ಯೆಯಲ್ಲಿ ಭಾಗವಹಿಸಬೇಕು ಎಂದು ಮನವಿ ಮಾಡಿದರು.	[486, 366, 596, 380]
reservoir-cell: 124.80	[25, 193, 46, 201]
artists-box	[418, 282, 596, 346]
reg-dot-magenta-left	[102, 922, 109, 928]
reservoir-cell: 11668	[69, 193, 88, 201]
ticket-box	[418, 222, 596, 280]
swaraj-body-col1: ಮಂಡ್ಯ: ಜಿಲ್ಲೆಯ ಪ್ರಮುಖ ಪ್ರವಾಸಿ ತಾಣವಾದ ಗಗನಚುಕ್ಕಿ ಜಲಪಾತದಲ್ಲಿ ಸೆ.13 ಮತ್ತು 14ರಂದು ಎರಡು ದಿನಗಳ ಕಾಲ ಜಲಪಾತೋತ್ಸವ ನಡೆಯಲಿದ್ದು, ಈ ಬಾರಿ ಸಂಪೂರ್ಣ ಪ್ಲಾಸ್ಟಿಕ್ ಮುಕ್ತವಾಗಿ ಆಚರಿಸಲಾಗುವುದು ಎಂದು ಶಾಸಕ ನರೇಂದ್ರಸ್ವಾಮಿ ತಿಳಿಸಿದರು. ಜಿಲ್ಲಾಡಳಿತದ ವತಿಯಿಂದ ಅಗತ್ಯ ಸಿದ್ಧತೆಗಳನ್ನು ಮಾಡಿಕೊಳ್ಳಲಾಗಿದ್ದು ವಾಹನ ನಿಲುಗಡೆ, ಕುಡಿಯುವ ನೀರು, ಶೌಚಾಲಯ ವ್ಯವಸ್ಥೆ ಕಲ್ಪಿಸಲಾಗಿದೆ.	[372, 492, 448, 524]
lead-headline-part4: ವೈಭವ	[424, 69, 469, 93]
swaraj-body-col2: ಕಾರ್ಯಕ್ರಮದಲ್ಲಿ ಜಿಲ್ಲಾ ಉಸ್ತುವಾರಿ ಸಚಿವರು, ಶಾಸಕರು, ಜನಪ್ರತಿನಿಧಿಗಳು ಹಾಗೂ ಅಧಿಕಾರಿಗಳು ಭಾಗವಹಿಸಲಿದ್ದಾರೆ. ಸಾಂಸ್ಕೃತಿಕ ಕಾರ್ಯಕ್ರಮಗಳು, ಲೇಸರ್ ಶೋ, ಸಂಗೀತ ರಸಸಂಜೆ ಆಯೋಜಿಸಲಾಗಿದ್ದು ಸಾರ್ವಜನಿಕರು ಹೆಚ್ಚಿನ ಸಂಖ್ಯೆಯಲ್ಲಿ ಭಾಗವಹಿಸಬೇಕು ಎಂದು ಮನವಿ ಮಾಡಿದರು.	[452, 600, 522, 623]
crowd-photo-audience	[220, 220, 316, 238]
lead-byline: ■ ಉದಯವಾಣಿ ಸಮಾಚಾರ	[121, 115, 159, 120]
reservoir-cell: 1898	[69, 209, 88, 217]
swaraj-photo	[452, 486, 596, 544]
saplings-body-col2: ಮಂಡ್ಯ: ಜಿಲ್ಲೆಯ ಪ್ರಮುಖ ಪ್ರವಾಸಿ ತಾಣವಾದ ಗಗನಚುಕ್ಕಿ ಜಲಪಾತದಲ್ಲಿ ಸೆ.13 ಮತ್ತು 14ರಂದು ಎರಡು ದಿನಗಳ ಕಾಲ ಜಲಪಾತೋತ್ಸವ ನಡೆಯಲಿದ್ದು, ಈ ಬಾರಿ ಸಂಪೂರ್ಣ ಪ್ಲಾಸ್ಟಿಕ್ ಮುಕ್ತವಾಗಿ ಆಚರಿಸಲಾಗುವುದು ಎಂದು ಶಾಸಕ ನರೇಂದ್ರಸ್ವಾಮಿ ತಿಳಿಸಿದರು. ಜಿಲ್ಲಾಡಳಿತದ ವತಿಯಿಂದ ಅಗತ್ಯ ಸಿದ್ಧತೆಗಳನ್ನು ಮಾಡಿಕೊಳ್ಳಲಾಗಿದ್ದು ವಾಹನ ನಿಲುಗಡೆ, ಕುಡಿಯುವ ನೀರು, ಶೌಚಾಲಯ ವ್ಯವಸ್ಥೆ ಕಲ್ಪಿಸಲಾಗಿದೆ.	[190, 790, 252, 827]
kolu-line: ಗಡಿಬಿಡಿ ಗಿಂತಾ	[48, 134, 68, 140]
coop-photo-banner	[204, 492, 364, 506]
dani-label: ದನಿ	[54, 67, 70, 82]
reservoir-header-cell: ಇಂದಿನ	[46, 185, 70, 193]
lead-headline-part3: ಜಲಪಾತ	[350, 69, 425, 93]
reservoir-cell: ಕೆಆರ್‌ಎಸ್	[5, 193, 26, 201]
students-byline: ■ ಉದಯವಾಣಿ ಸಮಾಚಾರ	[260, 790, 298, 795]
lead-photo-falls	[418, 115, 596, 211]
reg-dot-yellow	[292, 922, 299, 928]
masthead-rule	[0, 64, 600, 66]
lead-photo-crowd	[220, 190, 316, 238]
students-photo-caption: ಮಂಡ್ಯದ ಪಿ.ಇ.ಎಸ್. ಕಾಲೇಜಿನಲ್ಲಿ ಶಿಕ್ಷಕರ ದಿನಾಚರಣೆ ಕಾರ್ಯಕ್ರಮವನ್ನು ಸಚಿವ ಎನ್.ಚಲುವರಾಯಸ್ವಾಮಿ ಉದ್ಘಾಟಿಸಿದರು.	[330, 840, 464, 844]
reservoir-date: 12-09-2025	[46, 178, 70, 183]
ad-wa-line1: ನಿಮ್ಮ ಊರಲ್ಲಿನ ಸುದ್ದಿಗಳನ್ನು ನಮ್ಮಲ್ಲಿ	[444, 3, 596, 11]
story-murder-headline: ರಾಗಿಮುದ್ದನಹಳ್ಳಿ ಯುವಕನ ಕೊಲೆ: ದೂರು ದಾಖಲು	[4, 436, 101, 453]
whatsapp-icon: ✆	[446, 34, 464, 52]
reservoir-header-cell: ಒಳಹರಿವು	[69, 185, 88, 193]
reservoir-cell: 2200	[89, 209, 112, 217]
saplings-photo-person2	[98, 800, 114, 826]
coop-photo-person1	[218, 510, 236, 532]
coop-byline: ■ ಉದಯವಾಣಿ ಸಮಾಚಾರ	[121, 491, 159, 496]
swaraj-divider	[367, 462, 368, 756]
pheno-body-col1: ಪೊಲೀಸ್ ಇಲಾಖೆಯ ವತಿಯಿಂದ ಸೂಕ್ತ ಬಂದೋಬಸ್ತ್ ಕೈಗೊಳ್ಳಲಾಗಿದೆ. ಮದ್ದೂರು ಪಟ್ಟಣದಲ್ಲಿ ನಡೆದ ಘಟನೆಯ ಹಿನ್ನೆಲೆಯಲ್ಲಿ ಕರ್ತವ್ಯ ಲೋಪ ಎಸಗಿದ ಆರೋಪದ ಮೇಲೆ ಅಧಿಕಾರಿಯನ್ನು ಅಮಾನತುಗೊಳಿಸಿ ಆದೇಶ ಹೊರಡಿಸಲಾಗಿದೆ ಎಂದು ಜಿಲ್ಲಾ ಪೊಲೀಸ್ ವರಿಷ್ಠಾಧಿಕಾರಿ ತಿಳಿಸಿದ್ದಾರೆ.	[170, 647, 230, 674]
ppp-box-title: ಪಿಪಿಪಿ ಮಾದರಿ ಅಳವಡಿಕೆ	[342, 117, 392, 124]
pheno-headline: ಪ್ರಚೋದನಕಾರಿ ಭಾಷಣ: ಯತ್ನಾಳ್ ವಿರುದ್ಧ ದೂರು ದಾಖಲು	[120, 635, 249, 643]
maddur-top-rule	[120, 348, 596, 349]
kolu-line: ಕಣ್ಣೀರಿಡುವವರ	[48, 117, 68, 123]
ticket-box-body: ಮಂಡ್ಯ: ಜಿಲ್ಲೆಯ ಪ್ರಮುಖ ಪ್ರವಾಸಿ ತಾಣವಾದ ಗಗನಚುಕ್ಕಿ ಜಲಪಾತದಲ್ಲಿ ಸೆ.13 ಮತ್ತು 14ರಂದು ಎರಡು ದಿನಗಳ ಕಾಲ ಜಲಪಾತೋತ್ಸವ ನಡೆಯಲಿದ್ದು, ಈ ಬಾರಿ ಸಂಪೂರ್ಣ ಪ್ಲಾಸ್ಟಿಕ್ ಮುಕ್ತವಾಗಿ ಆಚರಿಸಲಾಗುವುದು ಎಂದು ಶಾಸಕ ನರೇಂದ್ರಸ್ವಾಮಿ ತಿಳಿಸಿದರು. ಜಿಲ್ಲಾಡಳಿತದ ವತಿಯಿಂದ ಅಗತ್ಯ ಸಿದ್ಧತೆಗಳನ್ನು ಮಾಡಿಕೊಳ್ಳಲಾಗಿದ್ದು ವಾಹನ ನಿಲುಗಡೆ, ಕುಡಿಯುವ ನೀರು, ಶೌಚಾಲಯ ವ್ಯವಸ್ಥೆ ಕಲ್ಪಿಸಲಾಗಿದೆ.	[418, 232, 596, 246]
sidebar-divider	[115, 68, 116, 758]
saplings-body-col3: ಕಾರ್ಯಕ್ರಮದಲ್ಲಿ ಜಿಲ್ಲಾ ಉಸ್ತುವಾರಿ ಸಚಿವರು, ಶಾಸಕರು, ಜನಪ್ರತಿನಿಧಿಗಳು ಹಾಗೂ ಅಧಿಕಾರಿಗಳು ಭಾಗವಹಿಸಲಿದ್ದಾರೆ. ಸಾಂಸ್ಕೃತಿಕ ಕಾರ್ಯಕ್ರಮಗಳು, ಲೇಸರ್ ಶೋ, ಸಂಗೀತ ರಸಸಂಜೆ ಆಯೋಜಿಸಲಾಗಿದ್ದು ಸಾರ್ವಜನಿಕರು ಹೆಚ್ಚಿನ ಸಂಖ್ಯೆಯಲ್ಲಿ ಭಾಗವಹಿಸಬೇಕು ಎಂದು ಮನವಿ ಮಾಡಿದರು.	[62, 852, 154, 870]
reg-dot-yellow-right	[480, 922, 487, 928]
registration-marks-right	[460, 914, 508, 922]
saplings-photo-person3	[124, 802, 140, 826]
kolu-box	[4, 100, 112, 164]
swaraj-inset-photo	[516, 558, 552, 596]
sidebar-story-jyothi	[4, 218, 112, 350]
lead-subhead: ಸಂಪೂರ್ಣ ಪ್ಲಾಸ್ಟಿಕ್ ಮುಕ್ತ ಜಲಪಾತೋತ್ಸವ ಆಚರಣೆ ■ 2.5 ಕೋಟಿ ರೂ.ವೆಚ್ಚ: ನರೇಂದ್ರಸ್ವಾಮಿ	[120, 98, 407, 109]
saplings-photo	[62, 790, 186, 840]
pheno-body-col3: ಸಹಕಾರ ಸಂಘದ ಬೆಳ್ಳಿ ಮಹೋತ್ಸವದ ಅಂಗವಾಗಿ ಉಚಿತ ಆರೋಗ್ಯ ತಪಾಸಣಾ ಶಿಬಿರ, ಕ್ರೀಡಾಕೂಟ ಹಾಗೂ ಸ್ಮರಣ ಸಂಚಿಕೆ ಬಿಡುಗಡೆ ಕಾರ್ಯಕ್ರಮ ಹಮ್ಮಿಕೊಳ್ಳಲಾಗಿದೆ. ಸಂಘದ ಸದಸ್ಯರು ಹಾಗೂ ರೈತರು ಭಾಗವಹಿಸಿ ಕಾರ್ಯಕ್ರಮವನ್ನು ಯಶಸ್ವಿಗೊಳಿಸಬೇಕು.	[300, 647, 364, 670]
bottom-divider	[255, 760, 256, 908]
swaraj-body-col3: ಪೊಲೀಸ್ ಇಲಾಖೆಯ ವತಿಯಿಂದ ಸೂಕ್ತ ಬಂದೋಬಸ್ತ್ ಕೈಗೊಳ್ಳಲಾಗಿದೆ. ಮದ್ದೂರು ಪಟ್ಟಣದಲ್ಲಿ ನಡೆದ ಘಟನೆಯ ಹಿನ್ನೆಲೆಯಲ್ಲಿ ಕರ್ತವ್ಯ ಲೋಪ ಎಸಗಿದ ಆರೋಪದ ಮೇಲೆ ಅಧಿಕಾರಿಯನ್ನು ಅಮಾನತುಗೊಳಿಸಿ ಆದೇಶ ಹೊರಡಿಸಲಾಗಿದೆ ಎಂದು ಜಿಲ್ಲಾ ಪೊಲೀಸ್ ವರಿಷ್ಠಾಧಿಕಾರಿ ತಿಳಿಸಿದ್ದಾರೆ.	[526, 600, 596, 623]
coop-body-col1: ಸಹಕಾರ ಸಂಘದ ಬೆಳ್ಳಿ ಮಹೋತ್ಸವದ ಅಂಗವಾಗಿ ಉಚಿತ ಆರೋಗ್ಯ ತಪಾಸಣಾ ಶಿಬಿರ, ಕ್ರೀಡಾಕೂಟ ಹಾಗೂ ಸ್ಮರಣ ಸಂಚಿಕೆ ಬಿಡುಗಡೆ ಕಾರ್ಯಕ್ರಮ ಹಮ್ಮಿಕೊಳ್ಳಲಾಗಿದೆ. ಸಂಘದ ಸದಸ್ಯರು ಹಾಗೂ ರೈತರು ಭಾಗವಹಿಸಿ ಕಾರ್ಯಕ್ರಮವನ್ನು ಯಶಸ್ವಿಗೊಳಿಸಬೇಕು.	[121, 497, 201, 515]
section-title: ಮಂಡ್ಯ	[170, 16, 242, 55]
lead-photo-crowd-caption: ಮಳವಳ್ಳಿ ತಾಲೂಕಿನ ಗಗನಚುಕ್ಕಿ ಜಲಪಾತದಲ್ಲಿ ಜಲಪಾತೋತ್ಸವಕ್ಕೆ ಸಿದ್ಧತೆ ನಡೆದಿದೆ	[220, 240, 307, 244]
jyothi-photo-dress	[70, 306, 104, 324]
reservoir-cell: 2858.38	[46, 209, 70, 217]
press-photo-person2	[250, 125, 264, 151]
ad-news-line4: ಈಗಲೇ ಬಿಡೇ	[338, 33, 369, 41]
swaraj-photo-caption: ಆದಿಚುಂಚನಗಿರಿ ಶ್ರೀಕ್ಷೇತ್ರದಲ್ಲಿ ಸ್ವರಾಜ್ ಉತ್ಸವಕ್ಕೆ ಸಿದ್ಧತೆ ನಡೆದಿದೆ.	[452, 546, 523, 550]
hani-dani-header	[4, 68, 112, 98]
swaraj-quote-text: 'ಇಂದು ಬೆಳಗ್ಗೆ ಮಂಡ್ಯ ಸ್ವಾಗತ ಸಮಾರಂಭವನ್ನು ಉದ್ಘಾಟಿಸಲಿದ್ದಾರೆ'	[462, 558, 505, 575]
quote-icon: “	[452, 556, 459, 570]
ad-news-line2: ಪುಟ್ಟಿಪಾಡ, ಸುದ್ದಿಪ್ರ	[332, 15, 363, 21]
